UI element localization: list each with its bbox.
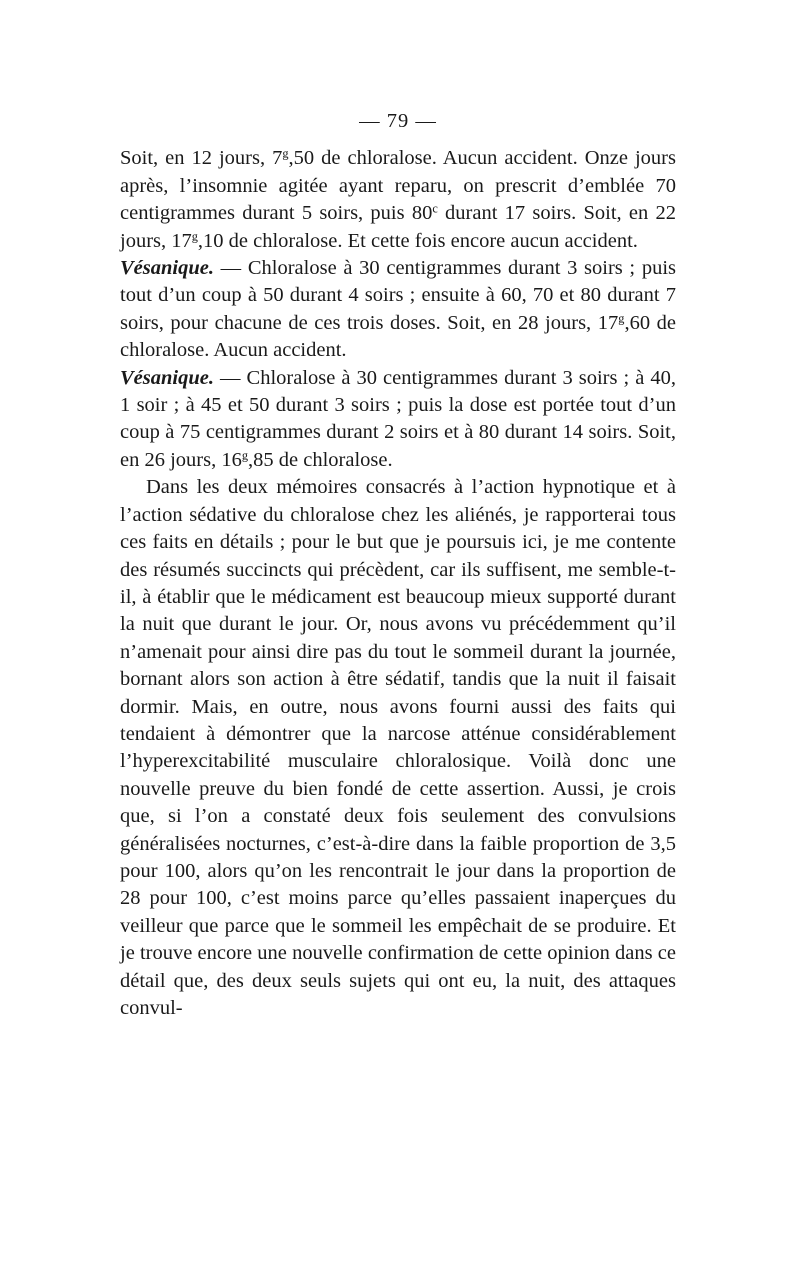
case-label: Vésanique. — [120, 257, 214, 280]
text-run: — Chloralose à 30 centigrammes durant 3 soirs ; puis tout d’un coup à 50 durant 4 soirs ; ensuite à 60, 70 et 80 durant 7 soirs, pour chacune de ces trois doses. Soit, en 28 jours, 17 — [120, 257, 676, 334]
paragraph — [120, 474, 676, 1022]
text-run: ,10 de chloralose. Et cette fois encore aucun accident. — [197, 229, 638, 252]
unit-superscript: g — [191, 228, 198, 243]
text-run: durant 17 soirs. Soit, en 22 jours, 17 — [120, 202, 676, 252]
text-run: ,60 de chloralose. Aucun accident. — [120, 311, 676, 362]
text-run: Soit, en 12 jours, 7 — [120, 147, 283, 170]
paragraph — [120, 365, 676, 475]
unit-superscript: g — [282, 146, 289, 161]
text-run: Dans les deux mémoires consacrés à l’action hypnotique et à l’action sédative du chloralose chez les aliénés, je rapporterai tous ces faits en détails ; pour le but que je poursuis ici, je me contente des résumés succincts qui précèdent, car ils suffisent, me semble-t-il, à établir que le médicament est beaucoup mieux supporté durant la nuit que durant le jour. Or, nous avons vu précédemment qu’il n’amenait pour ainsi dire pas du tout le sommeil durant la journée, bornant alors son action à être sédatif, tandis que la nuit il faisait dormir. Mais, en outre, nous avons fourni aussi des faits qui tendaient à démontrer que la narcose atténue considérablement l’hyperexcitabilité musculaire chloralosique. Voilà donc une nouvelle preuve du bien fondé de cette assertion. Aussi, je crois que, si l’on a constaté deux fois seulement des convulsions généralisées nocturnes, c’est-à-dire dans la faible proportion de 3,5 pour 100, alors qu’on les rencontrait le jour dans la proportion de 28 pour 100, c’est moins parce qu’elles passaient inaperçues du veilleur que parce que le sommeil les empêchait de se produire. Et je trouve encore une nouvelle confirmation de cette opinion dans ce détail que, des deux seuls sujets qui ont eu, la nuit, des attaques convul- — [120, 476, 676, 1019]
text-run: — Chloralose à 30 centigrammes durant 3 soirs ; à 40, 1 soir ; à 45 et 50 durant 3 soirs ; puis la dose est portée tout d’un coup à 75 centigrammes durant 2 soirs et à 80 durant 14 soirs. Soit, en 26 jours, 16 — [120, 366, 676, 471]
paragraph — [120, 255, 676, 365]
paragraph — [120, 145, 676, 255]
unit-superscript: g — [241, 448, 249, 463]
text-run: ,85 de chloralose. — [248, 448, 393, 471]
body-text — [120, 145, 676, 1022]
book-page — [120, 108, 676, 1022]
page-number: — 79 — — [359, 110, 437, 132]
case-label: Vésanique. — [120, 366, 214, 389]
unit-superscript: g — [618, 311, 625, 326]
text-run: ,50 de chloralose. Aucun accident. Onze jours après, l’insomnie agitée ayant reparu, on prescrit d’emblée 70 centigrammes durant 5 soirs, puis 80 — [120, 147, 676, 225]
unit-superscript: c — [432, 201, 438, 216]
